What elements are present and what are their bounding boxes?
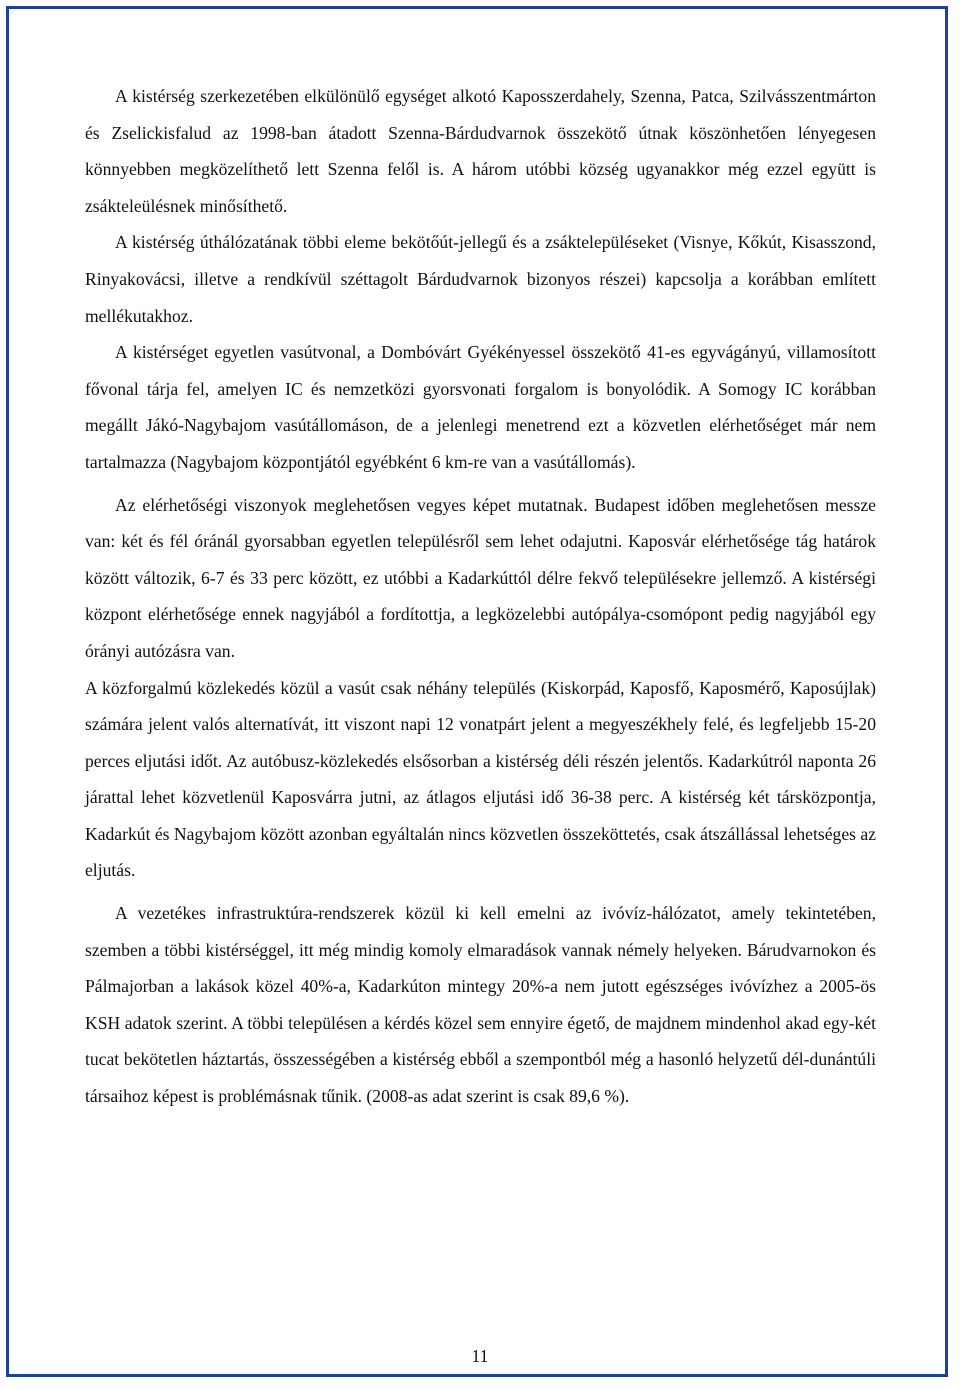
paragraph-5: A közforgalmú közlekedés közül a vasút csak néhány település (Kiskorpád, Kaposfő, Kaposmérő, Kaposújlak) számára jelent valós alternatívát, itt viszont napi 12 vonatpárt jelent a megyeszékhely felé, és legfeljebb 15-20 perces eljutási időt. Az autóbusz-közlekedés elsősorban a kistérség déli részén jelentős. Kadarkútról naponta 26 járattal lehet közvetlenül Kaposvárra jutni, az átlagos eljutási idő 36-38 perc. A kistérség két társközpontja, Kadarkút és Nagybajom között azonban egyáltalán nincs közvetlen összeköttetés, csak átszállással lehetséges az eljutás. <box>85 677 876 881</box>
page-number: 11 <box>471 1346 489 1366</box>
paragraph-3: A kistérséget egyetlen vasútvonal, a Dombóvárt Gyékényessel összekötő 41-es egyvágányú, villamosított fővonal tárja fel, amelyen IC és nemzetközi gyorsvonati forgalom is bonyolódik. A Somogy IC korábban megállt Jákó-Nagybajom vasútállomáson, de a jelenlegi menetrend ezt a közvetlen elérhetőséget már nem tartalmazza (Nagybajom központjától egyébként 6 km-re van a vasútállomás). <box>85 342 876 472</box>
paragraph-6: A vezetékes infrastruktúra-rendszerek közül ki kell emelni az ivóvíz-hálózatot, amely tekintetében, szemben a többi kistérséggel, itt még mindig komoly elmaradások vannak némely helyeken. Bárudvarnokon és Pálmajorban a lakások közel 40%-a, Kadarkúton mintegy 20%-a nem jutott egészséges ivóvízhez a 2005-ös KSH adatok szerint. A többi településen a kérdés közel sem ennyire égető, de majdnem mindenhol akad egy-két tucat bekötetlen háztartás, összességében a kistérség ebből a szempontból még a hasonló helyzetű dél-dunántúli társaihoz képest is problémásnak tűnik. (2008-as adat szerint is csak 89,6 %). <box>85 903 876 1107</box>
paragraph-4: Az elérhetőségi viszonyok meglehetősen vegyes képet mutatnak. Budapest időben meglehetősen messze van: két és fél óránál gyorsabban egyetlen településről sem lehet odajutni. Kaposvár elérhetősége tág határok között változik, 6-7 és 33 perc között, ez utóbbi a Kadarkúttól délre fekvő településekre jellemző. A kistérségi központ elérhetősége ennek nagyjából a fordítottja, a legközelebbi autópálya-csomópont pedig nagyjából egy órányi autózásra van. <box>85 494 876 661</box>
paragraph-2: A kistérség úthálózatának többi eleme bekötőút-jellegű és a zsáktelepüléseket (Visnye, Kőkút, Kisasszond, Rinyakovácsi, illetve a rendkívül széttagolt Bárdudvarnok bizonyos részei) kapcsolja a korábban említett mellékutakhoz. <box>85 232 876 326</box>
document-body <box>85 78 876 1115</box>
paragraph-1: A kistérség szerkezetében elkülönülő egységet alkotó Kaposszerdahely, Szenna, Patca, Szilvásszentmárton és Zselickisfalud az 1998-ban átadott Szenna-Bárdudvarnok összekötő útnak köszönhetően lényegesen könnyebben megközelíthető lett Szenna felől is. A három utóbbi község ugyanakkor még ezzel együtt is zsákteleülésnek minősíthető. <box>85 86 876 216</box>
